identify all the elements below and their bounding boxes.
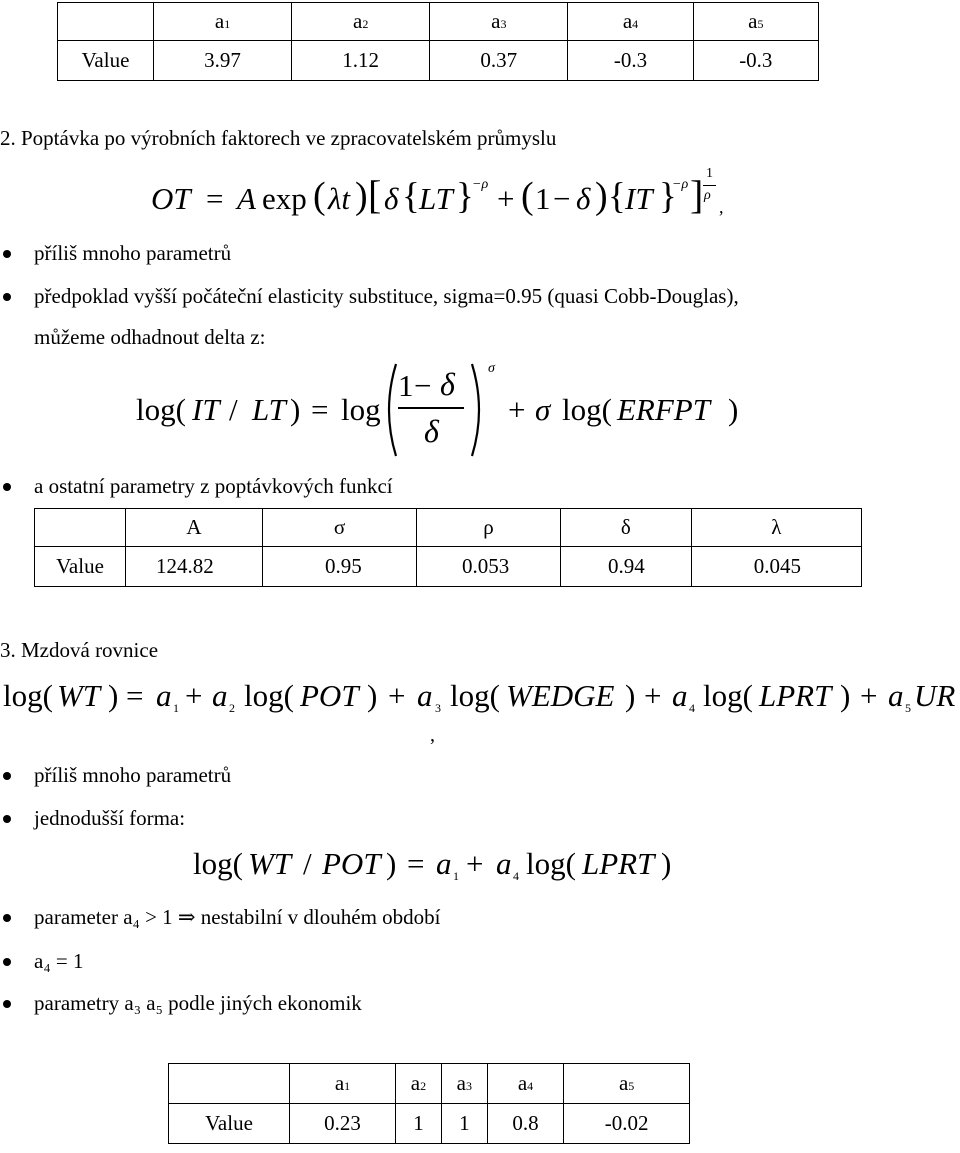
bullet-text: parameter a₄ > 1 ⇒ nestabilní v dlouhém období (34, 905, 441, 929)
parameters-table-2 (34, 508, 862, 587)
bullet-text: předpoklad vyšší počáteční elasticity substituce, sigma=0.95 (quasi Cobb-Douglas), (34, 284, 739, 308)
table-header-a5: a5 (693, 3, 818, 41)
table-corner-cell (35, 509, 126, 547)
table-header-a1: a1 (154, 3, 292, 41)
table-row-label: Value (35, 547, 126, 587)
table-cell: -0.02 (564, 1104, 690, 1144)
bullet-icon (3, 772, 11, 780)
table-cell: 0.23 (290, 1104, 396, 1144)
bullet-text: příliš mnoho parametrů (34, 763, 232, 787)
table-corner-cell (58, 3, 154, 41)
table-header-a2: a2 (292, 3, 430, 41)
table-header-a2: a2 (396, 1064, 442, 1104)
table-cell: 0.95 (263, 547, 417, 587)
table-header-rho: ρ (416, 509, 560, 547)
table-header-A: A (126, 509, 263, 547)
table-header-a4: a4 (487, 1064, 564, 1104)
table-header-a3: a3 (430, 3, 568, 41)
bullet-icon (3, 250, 11, 258)
bullet-text: a₄ = 1 (34, 949, 84, 973)
table-row-label: Value (169, 1104, 290, 1144)
bullet-text: parametry a₃ a₅ podle jiných ekonomik (34, 991, 362, 1015)
left-paren-large (380, 362, 400, 458)
table-cell: 1.12 (292, 41, 430, 81)
bullet-icon (3, 483, 11, 491)
table-cell: 1 (441, 1104, 487, 1144)
table-cell: -0.3 (568, 41, 693, 81)
bullet-icon (3, 1000, 11, 1008)
table-cell: 1 (396, 1104, 442, 1144)
table-header-a4: a4 (568, 3, 693, 41)
table-cell: 0.8 (487, 1104, 564, 1144)
table-header-sigma: σ (263, 509, 417, 547)
table-cell: 0.37 (430, 41, 568, 81)
coefficients-table-3 (168, 1063, 690, 1144)
bullet-icon (3, 914, 11, 922)
section-2-heading: 2. Poptávka po výrobních faktorech ve zpracovatelském průmyslu (0, 126, 557, 150)
table-corner-cell (169, 1064, 290, 1104)
table-header-a1: a1 (290, 1064, 396, 1104)
table-cell: -0.3 (693, 41, 818, 81)
table-cell: 0.053 (416, 547, 560, 587)
table-header-a3: a3 (441, 1064, 487, 1104)
right-paren-large (468, 362, 488, 458)
bullet-text: jednodušší forma: (34, 806, 186, 830)
table-cell: 3.97 (154, 41, 292, 81)
table-header-lambda: λ (691, 509, 861, 547)
bullet-text: příliš mnoho parametrů (34, 241, 232, 265)
bullet-text: a ostatní parametry z poptávkových funkcí (34, 474, 393, 498)
table-header-a5: a5 (564, 1064, 690, 1104)
bullet-icon (3, 293, 11, 301)
table-cell: 0.94 (560, 547, 691, 587)
table-cell: 0.045 (691, 547, 861, 587)
bullet-icon (3, 958, 11, 966)
table-cell: 124.82 (126, 547, 263, 587)
table-row-label: Value (58, 41, 154, 81)
table-header-delta: δ (560, 509, 691, 547)
bullet-text-continued: můžeme odhadnout delta z: (34, 325, 266, 349)
section-3-heading: 3. Mzdová rovnice (0, 638, 159, 662)
bullet-icon (3, 815, 11, 823)
coefficients-table-1 (57, 2, 819, 81)
